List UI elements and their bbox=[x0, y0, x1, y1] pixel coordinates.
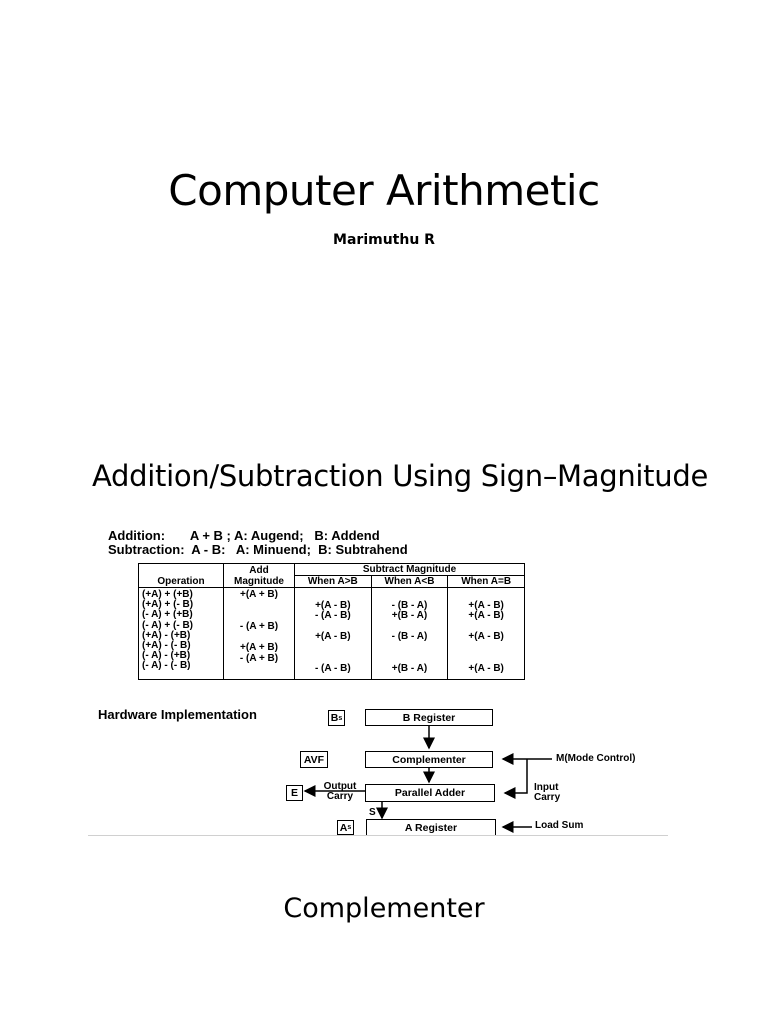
hardware-title: Hardware Implementation bbox=[98, 707, 257, 722]
section-title: Addition/Subtraction Using Sign–Magnitude bbox=[92, 459, 708, 493]
a-register: A Register bbox=[366, 819, 496, 836]
operation-row: (+A) - (- B) bbox=[142, 640, 191, 652]
header-when-a-gt-b: When A>B bbox=[295, 576, 372, 588]
operation-row: (- A) - (+B) bbox=[142, 650, 191, 662]
header-add-magnitude: Add Magnitude bbox=[224, 564, 295, 588]
table-cell: +(B - A) bbox=[391, 610, 428, 622]
bs-flipflop bbox=[328, 710, 345, 726]
slide-title: Computer Arithmetic bbox=[168, 166, 600, 215]
operation-row: (- A) + (- B) bbox=[142, 619, 194, 631]
operation-row: (+A) + (+B) bbox=[142, 589, 193, 600]
table-cell: +(A - B) bbox=[315, 599, 351, 611]
header-operation: Operation bbox=[139, 564, 224, 588]
table-cell: - (A + B) bbox=[239, 620, 279, 632]
e-flipflop: E bbox=[286, 785, 303, 801]
addition-definition: Addition: A + B ; A: Augend; B: Addend bbox=[108, 528, 380, 543]
header-subtract-magnitude: Subtract Magnitude bbox=[295, 564, 525, 576]
subtraction-definition: Subtraction: A - B: A: Minuend; B: Subtrahend bbox=[108, 542, 408, 557]
wire-input-carry bbox=[505, 759, 527, 793]
bs-subscript: s bbox=[338, 714, 343, 722]
operation-row: (+A) - (+B) bbox=[142, 629, 191, 641]
table-cell: - (A + B) bbox=[239, 652, 279, 664]
table-cell: +(B - A) bbox=[391, 663, 428, 675]
next-slide-title: Complementer bbox=[283, 893, 485, 924]
table-cell: +(A + B) bbox=[240, 589, 278, 600]
avf-flipflop: AVF bbox=[300, 751, 328, 768]
operation-row: (- A) + (+B) bbox=[142, 609, 193, 621]
table-cell: - (B - A) bbox=[391, 631, 428, 643]
operation-row: (+A) + (- B) bbox=[142, 599, 194, 611]
as-subscript: s bbox=[347, 824, 352, 831]
as-label: A bbox=[339, 821, 348, 834]
table-cell: +(A - B) bbox=[315, 631, 351, 643]
input-carry-label: Input Carry bbox=[534, 782, 561, 803]
mode-control-label: M(Mode Control) bbox=[556, 753, 636, 764]
page-separator bbox=[88, 835, 668, 836]
load-sum-label: Load Sum bbox=[535, 820, 584, 831]
table-cell: +(A - B) bbox=[468, 631, 504, 643]
output-carry-label: Output Carry bbox=[323, 781, 357, 802]
table-cell: +(A - B) bbox=[468, 610, 504, 622]
header-when-a-eq-b: When A=B bbox=[448, 576, 525, 588]
header-when-a-lt-b: When A<B bbox=[371, 576, 448, 588]
table-cell: - (B - A) bbox=[391, 599, 428, 611]
complementer-box: Complementer bbox=[365, 751, 493, 768]
table-cell: +(A - B) bbox=[468, 663, 504, 675]
b-register: B Register bbox=[365, 709, 493, 726]
as-flipflop bbox=[337, 820, 354, 835]
table-cell: - (A - B) bbox=[314, 610, 351, 622]
bs-label: B bbox=[330, 712, 339, 724]
parallel-adder-box: Parallel Adder bbox=[365, 784, 495, 802]
operation-row: (- A) - (- B) bbox=[142, 660, 191, 672]
table-cell: - (A - B) bbox=[314, 663, 351, 675]
table-cell: +(A + B) bbox=[240, 641, 278, 653]
table-cell: +(A - B) bbox=[468, 599, 504, 611]
sum-label: S bbox=[369, 807, 376, 818]
slide-author: Marimuthu R bbox=[333, 232, 435, 248]
